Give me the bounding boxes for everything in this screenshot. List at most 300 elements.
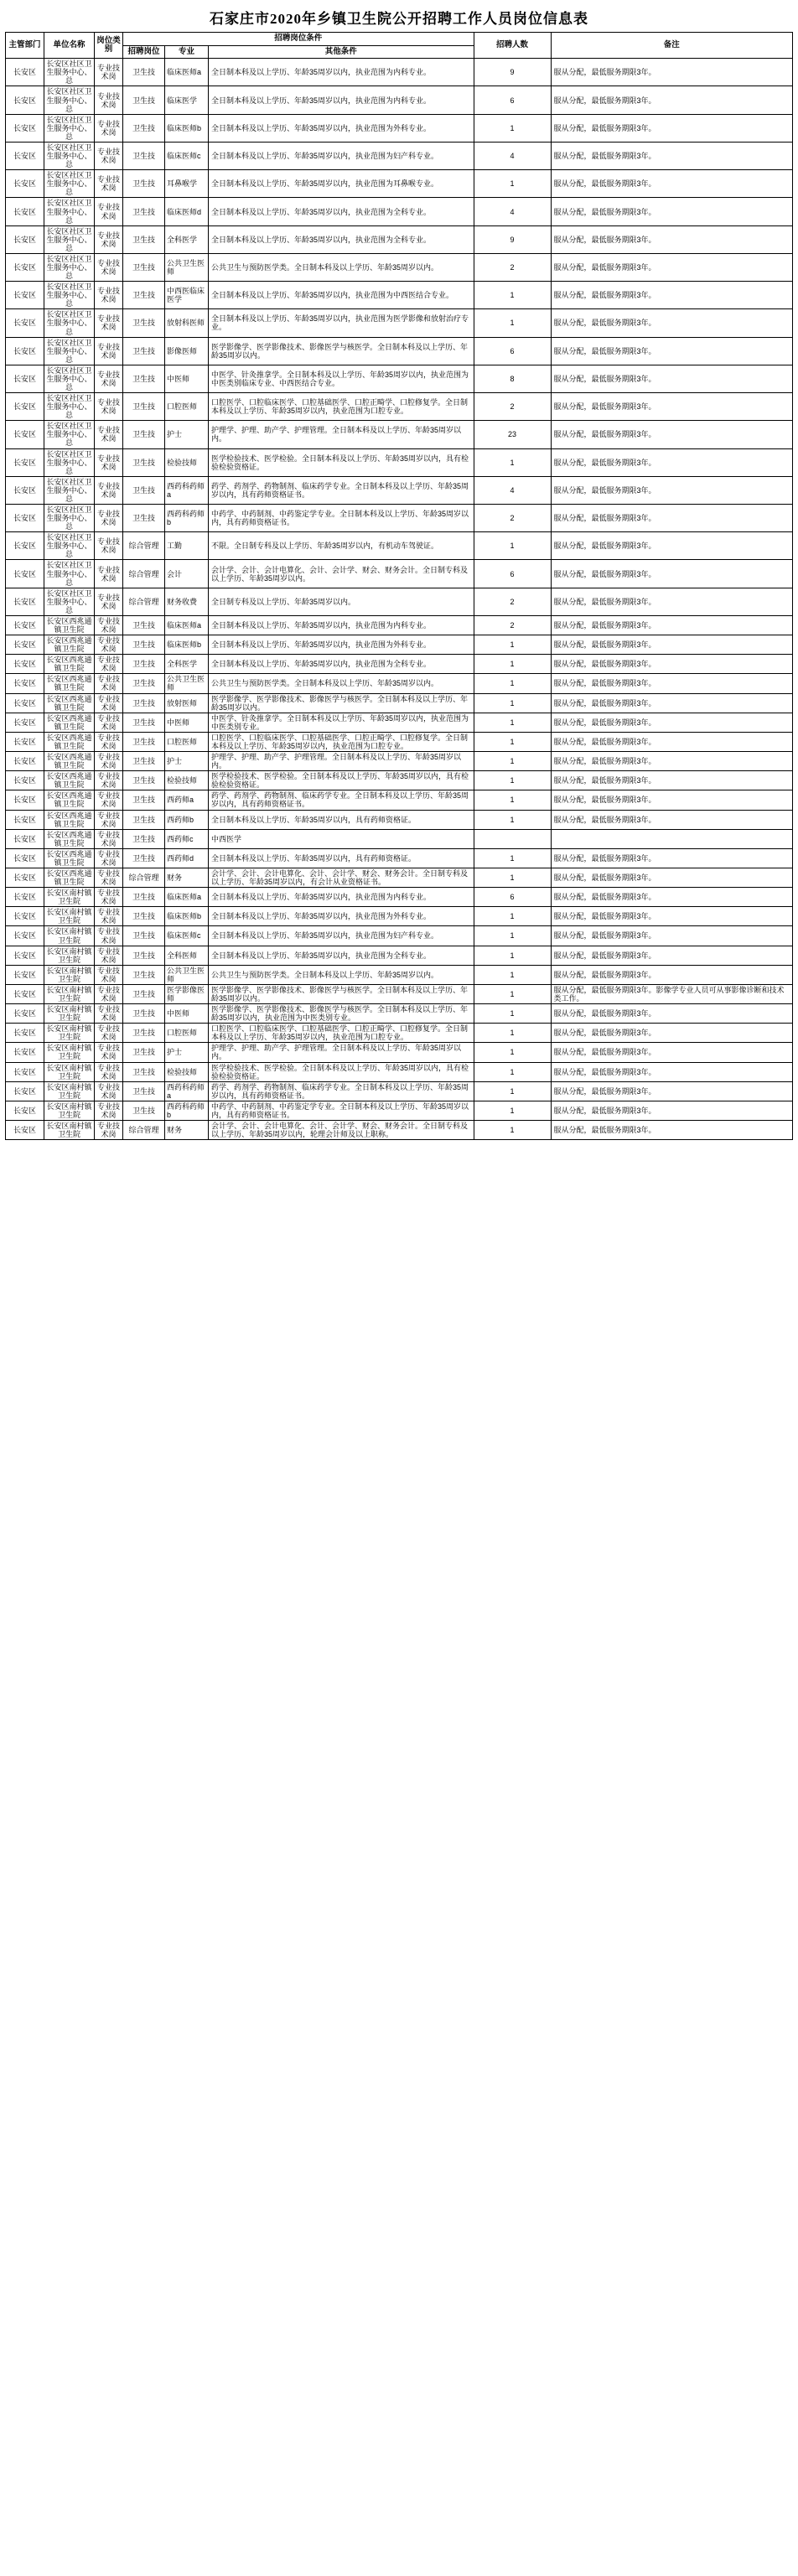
table-row [6, 1004, 793, 1024]
row-dept: 长安区 [6, 984, 44, 1003]
row-post: 卫生技 [123, 732, 165, 751]
row-post: 卫生技 [123, 888, 165, 907]
row-post: 卫生技 [123, 907, 165, 926]
row-post: 卫生技 [123, 848, 165, 868]
row-major: 财务收费 [165, 588, 209, 615]
row-dept: 长安区 [6, 926, 44, 946]
row-other: 医学检验技术、医学检验。全日制本科及以上学历、年龄35周岁以内，具有检验检验资格证。 [209, 771, 474, 790]
row-unit: 长安区社区卫生服务中心、总 [44, 198, 95, 225]
row-type: 专业技术岗 [95, 421, 123, 448]
row-major: 中西医临床医学 [165, 282, 209, 309]
row-unit: 长安区社区卫生服务中心、总 [44, 476, 95, 504]
table-row [6, 693, 793, 713]
row-num: 1 [474, 1043, 551, 1062]
row-num: 1 [474, 1081, 551, 1101]
row-remark: 服从分配，最低服务期限3年。 [551, 448, 793, 476]
row-type: 专业技术岗 [95, 505, 123, 532]
row-post: 卫生技 [123, 225, 165, 253]
row-num: 1 [474, 907, 551, 926]
row-dept: 长安区 [6, 868, 44, 887]
row-other: 会计学、会计、会计电算化、会计、会计学、财会、财务会计。全日制专科及以上学历、年龄35周岁以内，有会计从业资格证书。 [209, 868, 474, 887]
row-remark: 服从分配，最低服务期限3年。 [551, 170, 793, 198]
row-type: 专业技术岗 [95, 225, 123, 253]
row-unit: 长安区社区卫生服务中心、总 [44, 365, 95, 392]
row-unit: 长安区社区卫生服务中心、总 [44, 505, 95, 532]
row-major: 临床医师a [165, 59, 209, 86]
table-row [6, 1062, 793, 1081]
row-other: 医学影像学、医学影像技术、影像医学与核医学。全日制本科及以上学历、年龄35周岁以内。 [209, 693, 474, 713]
row-post: 卫生技 [123, 337, 165, 365]
row-major: 公共卫生医师 [165, 253, 209, 281]
table-row [6, 984, 793, 1003]
row-dept: 长安区 [6, 198, 44, 225]
row-num: 1 [474, 732, 551, 751]
row-remark: 服从分配，最低服务期限3年。 [551, 86, 793, 114]
row-remark: 服从分配，最低服务期限3年。 [551, 615, 793, 635]
row-major: 临床医师b [165, 907, 209, 926]
row-post: 卫生技 [123, 393, 165, 421]
row-num: 4 [474, 142, 551, 169]
row-remark: 服从分配，最低服务期限3年。 [551, 588, 793, 615]
row-num: 1 [474, 114, 551, 142]
table-row [6, 752, 793, 771]
row-other: 全日制本科及以上学历、年龄35周岁以内，执业范围为妇产科专业。 [209, 926, 474, 946]
row-post: 卫生技 [123, 1004, 165, 1024]
row-num: 1 [474, 713, 551, 732]
header-remark: 备注 [551, 33, 793, 59]
row-num: 4 [474, 198, 551, 225]
row-major: 放射医师 [165, 693, 209, 713]
row-other: 中医学、针灸推拿学。全日制本科及以上学历、年龄35周岁以内，执业范围为中医类别专业。 [209, 713, 474, 732]
row-num: 9 [474, 59, 551, 86]
table-row [6, 421, 793, 448]
row-dept: 长安区 [6, 421, 44, 448]
row-post: 卫生技 [123, 1081, 165, 1101]
row-unit: 长安区社区卫生服务中心、总 [44, 170, 95, 198]
row-post: 卫生技 [123, 965, 165, 984]
row-type: 专业技术岗 [95, 713, 123, 732]
row-post: 卫生技 [123, 59, 165, 86]
row-unit: 长安区西兆通镇卫生院 [44, 790, 95, 810]
row-dept: 长安区 [6, 337, 44, 365]
row-remark: 服从分配，最低服务期限3年。 [551, 790, 793, 810]
row-type: 专业技术岗 [95, 732, 123, 751]
row-other: 药学、药剂学、药物制剂、临床药学专业。全日制本科及以上学历、年龄35周岁以内，具有药师资格证书。 [209, 476, 474, 504]
row-major: 西药师d [165, 848, 209, 868]
header-row-1 [6, 33, 793, 46]
header-dept: 主管部门 [6, 33, 44, 59]
table-row [6, 253, 793, 281]
row-unit: 长安区南村镇卫生院 [44, 1024, 95, 1043]
row-remark: 服从分配，最低服务期限3年。 [551, 674, 793, 693]
row-major: 放射科医师 [165, 309, 209, 337]
row-type: 专业技术岗 [95, 771, 123, 790]
table-row [6, 888, 793, 907]
row-dept: 长安区 [6, 282, 44, 309]
table-row [6, 1101, 793, 1120]
row-post: 卫生技 [123, 1062, 165, 1081]
row-major: 财务 [165, 868, 209, 887]
row-num: 2 [474, 615, 551, 635]
row-num: 1 [474, 790, 551, 810]
row-unit: 长安区南村镇卫生院 [44, 907, 95, 926]
row-major: 护士 [165, 1043, 209, 1062]
row-type: 专业技术岗 [95, 1043, 123, 1062]
row-major: 中医师 [165, 713, 209, 732]
row-type: 专业技术岗 [95, 114, 123, 142]
table-row [6, 829, 793, 848]
row-major: 中医师 [165, 1004, 209, 1024]
row-other: 会计学、会计、会计电算化、会计、会计学、财会、财务会计。全日制专科及以上学历、年龄35周岁以内，轮理会计师及以上职称。 [209, 1121, 474, 1140]
table-row [6, 615, 793, 635]
row-unit: 长安区社区卫生服务中心、总 [44, 225, 95, 253]
row-post: 卫生技 [123, 946, 165, 965]
row-num: 1 [474, 674, 551, 693]
row-num [474, 829, 551, 848]
row-unit: 长安区西兆通镇卫生院 [44, 732, 95, 751]
row-post: 卫生技 [123, 674, 165, 693]
row-major: 临床医师c [165, 142, 209, 169]
row-unit: 长安区西兆通镇卫生院 [44, 868, 95, 887]
row-major: 西药科药师b [165, 1101, 209, 1120]
row-unit: 长安区南村镇卫生院 [44, 1101, 95, 1120]
row-dept: 长安区 [6, 946, 44, 965]
row-unit: 长安区南村镇卫生院 [44, 888, 95, 907]
table-row [6, 1024, 793, 1043]
table-row [6, 1121, 793, 1140]
table-row [6, 790, 793, 810]
row-type: 专业技术岗 [95, 309, 123, 337]
row-major: 财务 [165, 1121, 209, 1140]
row-other: 药学、药剂学、药物制剂、临床药学专业。全日制本科及以上学历、年龄35周岁以内，具有药师资格证书。 [209, 1081, 474, 1101]
row-remark: 服从分配，最低服务期限3年。 [551, 282, 793, 309]
row-type: 专业技术岗 [95, 1101, 123, 1120]
document-page [0, 0, 798, 1148]
row-num: 1 [474, 984, 551, 1003]
row-type: 专业技术岗 [95, 588, 123, 615]
row-dept: 长安区 [6, 732, 44, 751]
row-num: 1 [474, 1004, 551, 1024]
row-num: 1 [474, 170, 551, 198]
row-major: 检验技师 [165, 448, 209, 476]
row-other: 全日制本科及以上学历、年龄35周岁以内，执业范围为全科专业。 [209, 655, 474, 674]
row-dept: 长安区 [6, 829, 44, 848]
row-other: 全日制本科及以上学历、年龄35周岁以内，执业范围为外科专业。 [209, 907, 474, 926]
row-major: 工勤 [165, 532, 209, 560]
row-other: 公共卫生与预防医学类。全日制本科及以上学历、年龄35周岁以内。 [209, 965, 474, 984]
row-num: 1 [474, 448, 551, 476]
row-post: 卫生技 [123, 421, 165, 448]
row-dept: 长安区 [6, 907, 44, 926]
row-other: 全日制本科及以上学历、年龄35周岁以内，执业范围为耳鼻喉专业。 [209, 170, 474, 198]
header-post: 招聘岗位 [123, 45, 165, 59]
row-dept: 长安区 [6, 393, 44, 421]
row-other: 口腔医学、口腔临床医学、口腔基础医学、口腔正畸学、口腔修复学。全日制本科及以上学历、年龄35周岁以内，执业范围为口腔专业。 [209, 732, 474, 751]
table-row [6, 560, 793, 588]
row-post: 卫生技 [123, 448, 165, 476]
table-row [6, 732, 793, 751]
row-num: 8 [474, 365, 551, 392]
table-row [6, 86, 793, 114]
row-unit: 长安区南村镇卫生院 [44, 984, 95, 1003]
table-row [6, 926, 793, 946]
row-other: 全日制本科及以上学历、年龄35周岁以内，执业范围为中西医结合专业。 [209, 282, 474, 309]
row-remark: 服从分配，最低服务期限3年。 [551, 1062, 793, 1081]
row-post: 综合管理 [123, 560, 165, 588]
row-major: 全科医师 [165, 946, 209, 965]
header-major: 专业 [165, 45, 209, 59]
row-dept: 长安区 [6, 1121, 44, 1140]
table-row [6, 393, 793, 421]
row-major: 检验技师 [165, 771, 209, 790]
row-dept: 长安区 [6, 532, 44, 560]
row-other: 全日制专科及以上学历、年龄35周岁以内。 [209, 588, 474, 615]
row-post: 卫生技 [123, 771, 165, 790]
row-type: 专业技术岗 [95, 790, 123, 810]
row-type: 专业技术岗 [95, 476, 123, 504]
row-remark: 服从分配，最低服务期限3年。 [551, 393, 793, 421]
row-major: 西药科药师a [165, 476, 209, 504]
row-dept: 长安区 [6, 848, 44, 868]
row-remark: 服从分配，最低服务期限3年。 [551, 752, 793, 771]
table-row [6, 635, 793, 655]
row-num: 1 [474, 946, 551, 965]
job-positions-table [5, 32, 793, 1140]
row-post: 卫生技 [123, 693, 165, 713]
row-num: 1 [474, 1024, 551, 1043]
row-num: 1 [474, 810, 551, 829]
row-unit: 长安区西兆通镇卫生院 [44, 615, 95, 635]
row-type: 专业技术岗 [95, 868, 123, 887]
row-post: 卫生技 [123, 984, 165, 1003]
row-remark: 服从分配，最低服务期限3年。 [551, 771, 793, 790]
row-remark: 服从分配，最低服务期限3年。影像学专业人员可从事影像诊断和技术类工作。 [551, 984, 793, 1003]
row-other: 全日制本科及以上学历、年龄35周岁以内，执业范围为医学影像和放射治疗专业。 [209, 309, 474, 337]
row-unit: 长安区南村镇卫生院 [44, 965, 95, 984]
row-other: 全日制本科及以上学历、年龄35周岁以内，执业范围为内科专业。 [209, 59, 474, 86]
row-remark: 服从分配，最低服务期限3年。 [551, 198, 793, 225]
row-remark: 服从分配，最低服务期限3年。 [551, 532, 793, 560]
row-dept: 长安区 [6, 476, 44, 504]
row-dept: 长安区 [6, 1062, 44, 1081]
row-other: 全日制本科及以上学历、年龄35周岁以内，执业范围为全科专业。 [209, 946, 474, 965]
row-major: 临床医师d [165, 198, 209, 225]
table-row [6, 1043, 793, 1062]
table-row [6, 448, 793, 476]
table-row [6, 965, 793, 984]
row-num: 6 [474, 337, 551, 365]
row-type: 专业技术岗 [95, 1024, 123, 1043]
row-post: 卫生技 [123, 655, 165, 674]
row-remark: 服从分配，最低服务期限3年。 [551, 505, 793, 532]
row-dept: 长安区 [6, 309, 44, 337]
row-dept: 长安区 [6, 693, 44, 713]
row-remark: 服从分配，最低服务期限3年。 [551, 337, 793, 365]
row-num: 1 [474, 635, 551, 655]
row-other: 全日制本科及以上学历、年龄35周岁以内，执业范围为全科专业。 [209, 225, 474, 253]
row-unit: 长安区西兆通镇卫生院 [44, 713, 95, 732]
table-row [6, 476, 793, 504]
row-dept: 长安区 [6, 810, 44, 829]
row-remark: 服从分配，最低服务期限3年。 [551, 59, 793, 86]
row-unit: 长安区社区卫生服务中心、总 [44, 448, 95, 476]
row-dept: 长安区 [6, 365, 44, 392]
row-major: 临床医师a [165, 615, 209, 635]
table-body [6, 59, 793, 1140]
table-row [6, 365, 793, 392]
row-type: 专业技术岗 [95, 365, 123, 392]
row-remark: 服从分配，最低服务期限3年。 [551, 1081, 793, 1101]
row-num: 1 [474, 309, 551, 337]
row-dept: 长安区 [6, 505, 44, 532]
row-other: 医学检验技术、医学检验。全日制本科及以上学历、年龄35周岁以内，具有检验检验资格证。 [209, 1062, 474, 1081]
row-dept: 长安区 [6, 655, 44, 674]
row-dept: 长安区 [6, 615, 44, 635]
row-other: 全日制本科及以上学历、年龄35周岁以内，执业范围为内科专业。 [209, 86, 474, 114]
row-other: 全日制本科及以上学历、年龄35周岁以内，具有药师资格证。 [209, 848, 474, 868]
row-num: 2 [474, 588, 551, 615]
row-major: 全科医学 [165, 225, 209, 253]
row-other: 会计学、会计、会计电算化、会计、会计学、财会、财务会计。全日制专科及以上学历、年龄35周岁以内。 [209, 560, 474, 588]
row-remark: 服从分配，最低服务期限3年。 [551, 142, 793, 169]
table-row [6, 309, 793, 337]
row-remark: 服从分配，最低服务期限3年。 [551, 907, 793, 926]
row-remark: 服从分配，最低服务期限3年。 [551, 309, 793, 337]
row-post: 卫生技 [123, 829, 165, 848]
row-unit: 长安区南村镇卫生院 [44, 1081, 95, 1101]
row-other: 全日制本科及以上学历、年龄35周岁以内，执业范围为内科专业。 [209, 888, 474, 907]
row-major: 口腔医师 [165, 732, 209, 751]
row-unit: 长安区社区卫生服务中心、总 [44, 59, 95, 86]
row-dept: 长安区 [6, 1101, 44, 1120]
row-remark: 服从分配，最低服务期限3年。 [551, 1043, 793, 1062]
row-remark: 服从分配，最低服务期限3年。 [551, 655, 793, 674]
row-other: 口腔医学、口腔临床医学、口腔基础医学、口腔正畸学、口腔修复学。全日制本科及以上学历、年龄35周岁以内，执业范围为口腔专业。 [209, 1024, 474, 1043]
row-remark: 服从分配，最低服务期限3年。 [551, 421, 793, 448]
row-type: 专业技术岗 [95, 1004, 123, 1024]
row-type: 专业技术岗 [95, 674, 123, 693]
row-unit: 长安区社区卫生服务中心、总 [44, 337, 95, 365]
row-unit: 长安区西兆通镇卫生院 [44, 829, 95, 848]
row-unit: 长安区社区卫生服务中心、总 [44, 86, 95, 114]
row-dept: 长安区 [6, 588, 44, 615]
row-other: 护理学、护理、助产学、护理管理。全日制本科及以上学历、年龄35周岁以内。 [209, 752, 474, 771]
row-other: 全日制本科及以上学历、年龄35周岁以内，执业范围为全科专业。 [209, 198, 474, 225]
row-other: 中药学、中药制剂、中药鉴定学专业。全日制本科及以上学历、年龄35周岁以内，具有药师资格证书。 [209, 1101, 474, 1120]
row-remark: 服从分配，最低服务期限3年。 [551, 693, 793, 713]
row-type: 专业技术岗 [95, 965, 123, 984]
row-remark: 服从分配，最低服务期限3年。 [551, 365, 793, 392]
row-post: 卫生技 [123, 198, 165, 225]
row-type: 专业技术岗 [95, 59, 123, 86]
row-type: 专业技术岗 [95, 946, 123, 965]
row-post: 卫生技 [123, 926, 165, 946]
row-remark: 服从分配，最低服务期限3年。 [551, 1101, 793, 1120]
row-major: 影像医师 [165, 337, 209, 365]
table-row [6, 282, 793, 309]
row-dept: 长安区 [6, 771, 44, 790]
row-type: 专业技术岗 [95, 337, 123, 365]
row-remark: 服从分配，最低服务期限3年。 [551, 732, 793, 751]
table-row [6, 114, 793, 142]
row-remark: 服从分配，最低服务期限3年。 [551, 888, 793, 907]
row-unit: 长安区社区卫生服务中心、总 [44, 253, 95, 281]
row-remark [551, 829, 793, 848]
row-num: 1 [474, 848, 551, 868]
row-major: 耳鼻喉学 [165, 170, 209, 198]
row-post: 卫生技 [123, 170, 165, 198]
row-unit: 长安区西兆通镇卫生院 [44, 693, 95, 713]
row-unit: 长安区社区卫生服务中心、总 [44, 588, 95, 615]
row-other: 不限。全日制专科及以上学历、年龄35周岁以内，有机动车驾驶证。 [209, 532, 474, 560]
row-unit: 长安区西兆通镇卫生院 [44, 810, 95, 829]
row-major: 西药师c [165, 829, 209, 848]
row-type: 专业技术岗 [95, 926, 123, 946]
row-remark: 服从分配，最低服务期限3年。 [551, 253, 793, 281]
row-num: 1 [474, 693, 551, 713]
row-other: 中药学、中药制剂、中药鉴定学专业。全日制本科及以上学历、年龄35周岁以内，具有药师资格证书。 [209, 505, 474, 532]
row-dept: 长安区 [6, 86, 44, 114]
row-major: 口腔医师 [165, 1024, 209, 1043]
row-remark: 服从分配，最低服务期限3年。 [551, 965, 793, 984]
table-row [6, 674, 793, 693]
row-major: 西药科药师a [165, 1081, 209, 1101]
row-other: 医学影像学、医学影像技术、影像医学与核医学。全日制本科及以上学历、年龄35周岁以内。 [209, 337, 474, 365]
row-num: 1 [474, 282, 551, 309]
table-row [6, 337, 793, 365]
row-major: 中医师 [165, 365, 209, 392]
row-type: 专业技术岗 [95, 655, 123, 674]
table-header [6, 33, 793, 59]
row-other: 医学影像学、医学影像技术、影像医学与核医学。全日制本科及以上学历、年龄35周岁以内。 [209, 984, 474, 1003]
row-other: 中西医学 [209, 829, 474, 848]
row-remark: 服从分配，最低服务期限3年。 [551, 114, 793, 142]
row-remark: 服从分配，最低服务期限3年。 [551, 1121, 793, 1140]
row-unit: 长安区南村镇卫生院 [44, 1004, 95, 1024]
row-type: 专业技术岗 [95, 393, 123, 421]
row-type: 专业技术岗 [95, 142, 123, 169]
row-type: 专业技术岗 [95, 560, 123, 588]
row-major: 临床医师a [165, 888, 209, 907]
row-type: 专业技术岗 [95, 888, 123, 907]
row-dept: 长安区 [6, 965, 44, 984]
row-other: 中医学、针灸推拿学。全日制本科及以上学历、年龄35周岁以内，执业范围为中医类别临床专业、中西医结合专业。 [209, 365, 474, 392]
row-post: 卫生技 [123, 253, 165, 281]
row-post: 卫生技 [123, 365, 165, 392]
row-remark: 服从分配，最低服务期限3年。 [551, 926, 793, 946]
row-dept: 长安区 [6, 790, 44, 810]
row-unit: 长安区社区卫生服务中心、总 [44, 114, 95, 142]
row-type: 专业技术岗 [95, 198, 123, 225]
row-post: 卫生技 [123, 282, 165, 309]
row-major: 护士 [165, 421, 209, 448]
row-type: 专业技术岗 [95, 170, 123, 198]
row-unit: 长安区西兆通镇卫生院 [44, 674, 95, 693]
row-major: 医学影像医师 [165, 984, 209, 1003]
table-row [6, 713, 793, 732]
row-unit: 长安区社区卫生服务中心、总 [44, 142, 95, 169]
row-major: 临床医师b [165, 635, 209, 655]
row-num: 1 [474, 655, 551, 674]
row-num: 9 [474, 225, 551, 253]
row-num: 2 [474, 393, 551, 421]
row-dept: 长安区 [6, 114, 44, 142]
row-other: 全日制本科及以上学历、年龄35周岁以内，具有药师资格证。 [209, 810, 474, 829]
row-num: 1 [474, 926, 551, 946]
row-major: 公共卫生医师 [165, 674, 209, 693]
row-num: 6 [474, 86, 551, 114]
row-num: 1 [474, 965, 551, 984]
